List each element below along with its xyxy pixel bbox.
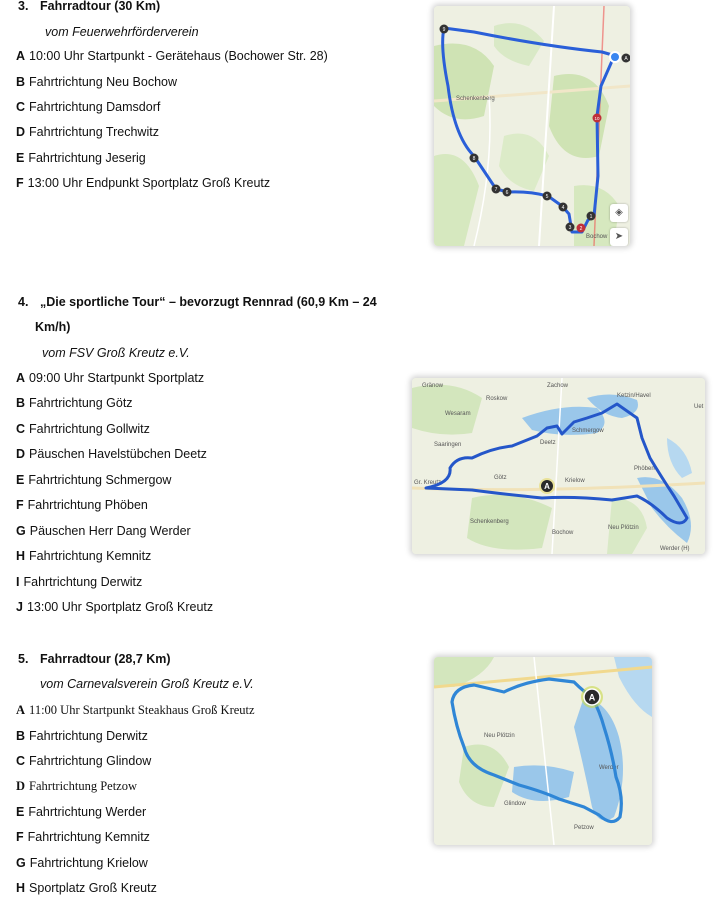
tour5-stop: B Fahrtrichtung Derwitz: [16, 729, 148, 743]
map-label: Wesaram: [445, 411, 471, 417]
tour3-marker[interactable]: [503, 188, 512, 197]
tour5-title: [18, 652, 171, 666]
tour5-organizer: vom Carnevalsverein Groß Kreutz e.V.: [40, 677, 254, 691]
tour4-map-svg: [412, 378, 705, 554]
svg-text:7: 7: [494, 187, 498, 193]
tour5-stop: G Fahrtrichtung Krielow: [16, 856, 148, 870]
svg-text:A: A: [588, 692, 596, 703]
tour3-route-map[interactable]: [434, 6, 630, 246]
tour4-stop: B Fahrtrichtung Götz: [16, 396, 133, 410]
tour3-stop: A 10:00 Uhr Startpunkt - Gerätehaus (Bochower Str. 28): [16, 49, 328, 63]
map-label: Neu Plötzin: [484, 733, 515, 739]
tour3-title-text: Fahrradtour (30 Km): [40, 0, 161, 13]
tour3-stop: E Fahrtrichtung Jeserig: [16, 151, 146, 165]
tour5-number: 5.: [18, 652, 29, 666]
map-label: Krielow: [565, 478, 585, 484]
svg-text:9: 9: [442, 27, 446, 33]
map-label: Deetz: [540, 440, 556, 446]
tour3-marker[interactable]: [566, 223, 575, 232]
map-label: Schenkenberg: [470, 519, 509, 525]
tour3-stop: B Fahrtrichtung Neu Bochow: [16, 75, 178, 89]
svg-text:5: 5: [545, 194, 549, 200]
tour5-stop: C Fahrtrichtung Glindow: [16, 754, 152, 768]
map-label: Bochow: [586, 234, 608, 240]
tour4-stop: F Fahrtrichtung Phöben: [16, 498, 148, 512]
tour4-organizer: vom FSV Groß Kreutz e.V.: [42, 346, 190, 360]
svg-text:6: 6: [505, 190, 509, 196]
svg-text:8: 8: [472, 156, 476, 162]
tour5-title-text: Fahrradtour (28,7 Km): [40, 652, 171, 666]
map-label: Uet: [694, 404, 704, 410]
tour3-marker[interactable]: [492, 185, 501, 194]
svg-text:1: 1: [589, 214, 593, 220]
tour5-map-svg: [434, 657, 652, 845]
tour4-number: 4.: [18, 295, 29, 309]
tour5-stop: A 11:00 Uhr Startpunkt Steakhaus Groß Kreutz: [16, 703, 255, 717]
tour3-marker[interactable]: [593, 114, 602, 123]
map-label: Werder (H): [660, 546, 690, 552]
tour4-title-continued: Km/h): [35, 320, 71, 334]
map-label: Werder: [599, 765, 619, 771]
map-label: Zachow: [547, 383, 569, 389]
map-label: Petzow: [574, 825, 594, 831]
map-label: Roskow: [486, 396, 508, 402]
map-label: Phöben: [634, 466, 655, 472]
tour3-marker[interactable]: [440, 25, 449, 34]
tour5-route-map[interactable]: [434, 657, 652, 845]
map-label: Glindow: [504, 801, 526, 807]
tour4-stop: E Fahrtrichtung Schmergow: [16, 473, 172, 487]
tour5-marker-a[interactable]: [581, 686, 603, 708]
map-label: Ketzin/Havel: [617, 393, 651, 399]
tour5-stop: F Fahrtrichtung Kemnitz: [16, 830, 150, 844]
tour4-title: [18, 295, 377, 309]
tour3-marker[interactable]: [470, 154, 479, 163]
layers-icon[interactable]: ◈: [610, 204, 628, 222]
current-location-dot: [610, 52, 620, 62]
tour4-title-text: „Die sportliche Tour“ – bevorzugt Rennrad (60,9 Km – 24: [40, 295, 377, 309]
svg-text:A: A: [624, 56, 628, 62]
map-label: Götz: [494, 475, 507, 481]
tour3-marker[interactable]: [543, 192, 552, 201]
map-label: Schenkenberg: [456, 96, 495, 102]
tour3-stop: D Fahrtrichtung Trechwitz: [16, 125, 159, 139]
tour3-map-svg: [434, 6, 630, 246]
svg-text:10: 10: [594, 116, 600, 121]
tour3-number: 3.: [18, 0, 29, 13]
tour4-stop: C Fahrtrichtung Gollwitz: [16, 422, 150, 436]
tour3-organizer: vom Feuerwehrförderverein: [45, 25, 199, 39]
navigate-icon[interactable]: ➤: [610, 228, 628, 246]
map-label: Neu Plötzin: [608, 525, 639, 531]
tour3-marker[interactable]: [587, 212, 596, 221]
tour5-stop: E Fahrtrichtung Werder: [16, 805, 147, 819]
map-label: Saaringen: [434, 442, 462, 448]
tour4-stop: G Päuschen Herr Dang Werder: [16, 524, 191, 538]
tour3-stop: C Fahrtrichtung Damsdorf: [16, 100, 161, 114]
tour4-stop: J 13:00 Uhr Sportplatz Groß Kreutz: [16, 600, 214, 614]
svg-text:A: A: [544, 482, 550, 491]
tour4-stop: H Fahrtrichtung Kemnitz: [16, 549, 152, 563]
svg-text:4: 4: [561, 205, 565, 211]
map-label: Gr. Kreutz: [414, 480, 442, 486]
tour3-stop: F 13:00 Uhr Endpunkt Sportplatz Groß Kreutz: [16, 176, 271, 190]
tour5-stop: H Sportplatz Groß Kreutz: [16, 881, 157, 895]
tour4-stop: A 09:00 Uhr Startpunkt Sportplatz: [16, 371, 205, 385]
tour3-marker[interactable]: [577, 224, 586, 233]
tour5-stop: D Fahrtrichtung Petzow: [16, 779, 137, 793]
map-label: Gränow: [422, 383, 444, 389]
tour4-stop: I Fahrtrichtung Derwitz: [16, 575, 143, 589]
tour3-title: [18, 0, 160, 13]
svg-text:3: 3: [568, 225, 572, 231]
tour3-marker[interactable]: [559, 203, 568, 212]
map-label: Bochow: [552, 530, 574, 536]
tour4-stop: D Päuschen Havelstübchen Deetz: [16, 447, 207, 461]
map-label: Schmergow: [572, 428, 604, 434]
svg-text:2: 2: [579, 226, 583, 232]
tour4-route-map[interactable]: [412, 378, 705, 554]
tour4-marker-a[interactable]: [540, 479, 554, 493]
